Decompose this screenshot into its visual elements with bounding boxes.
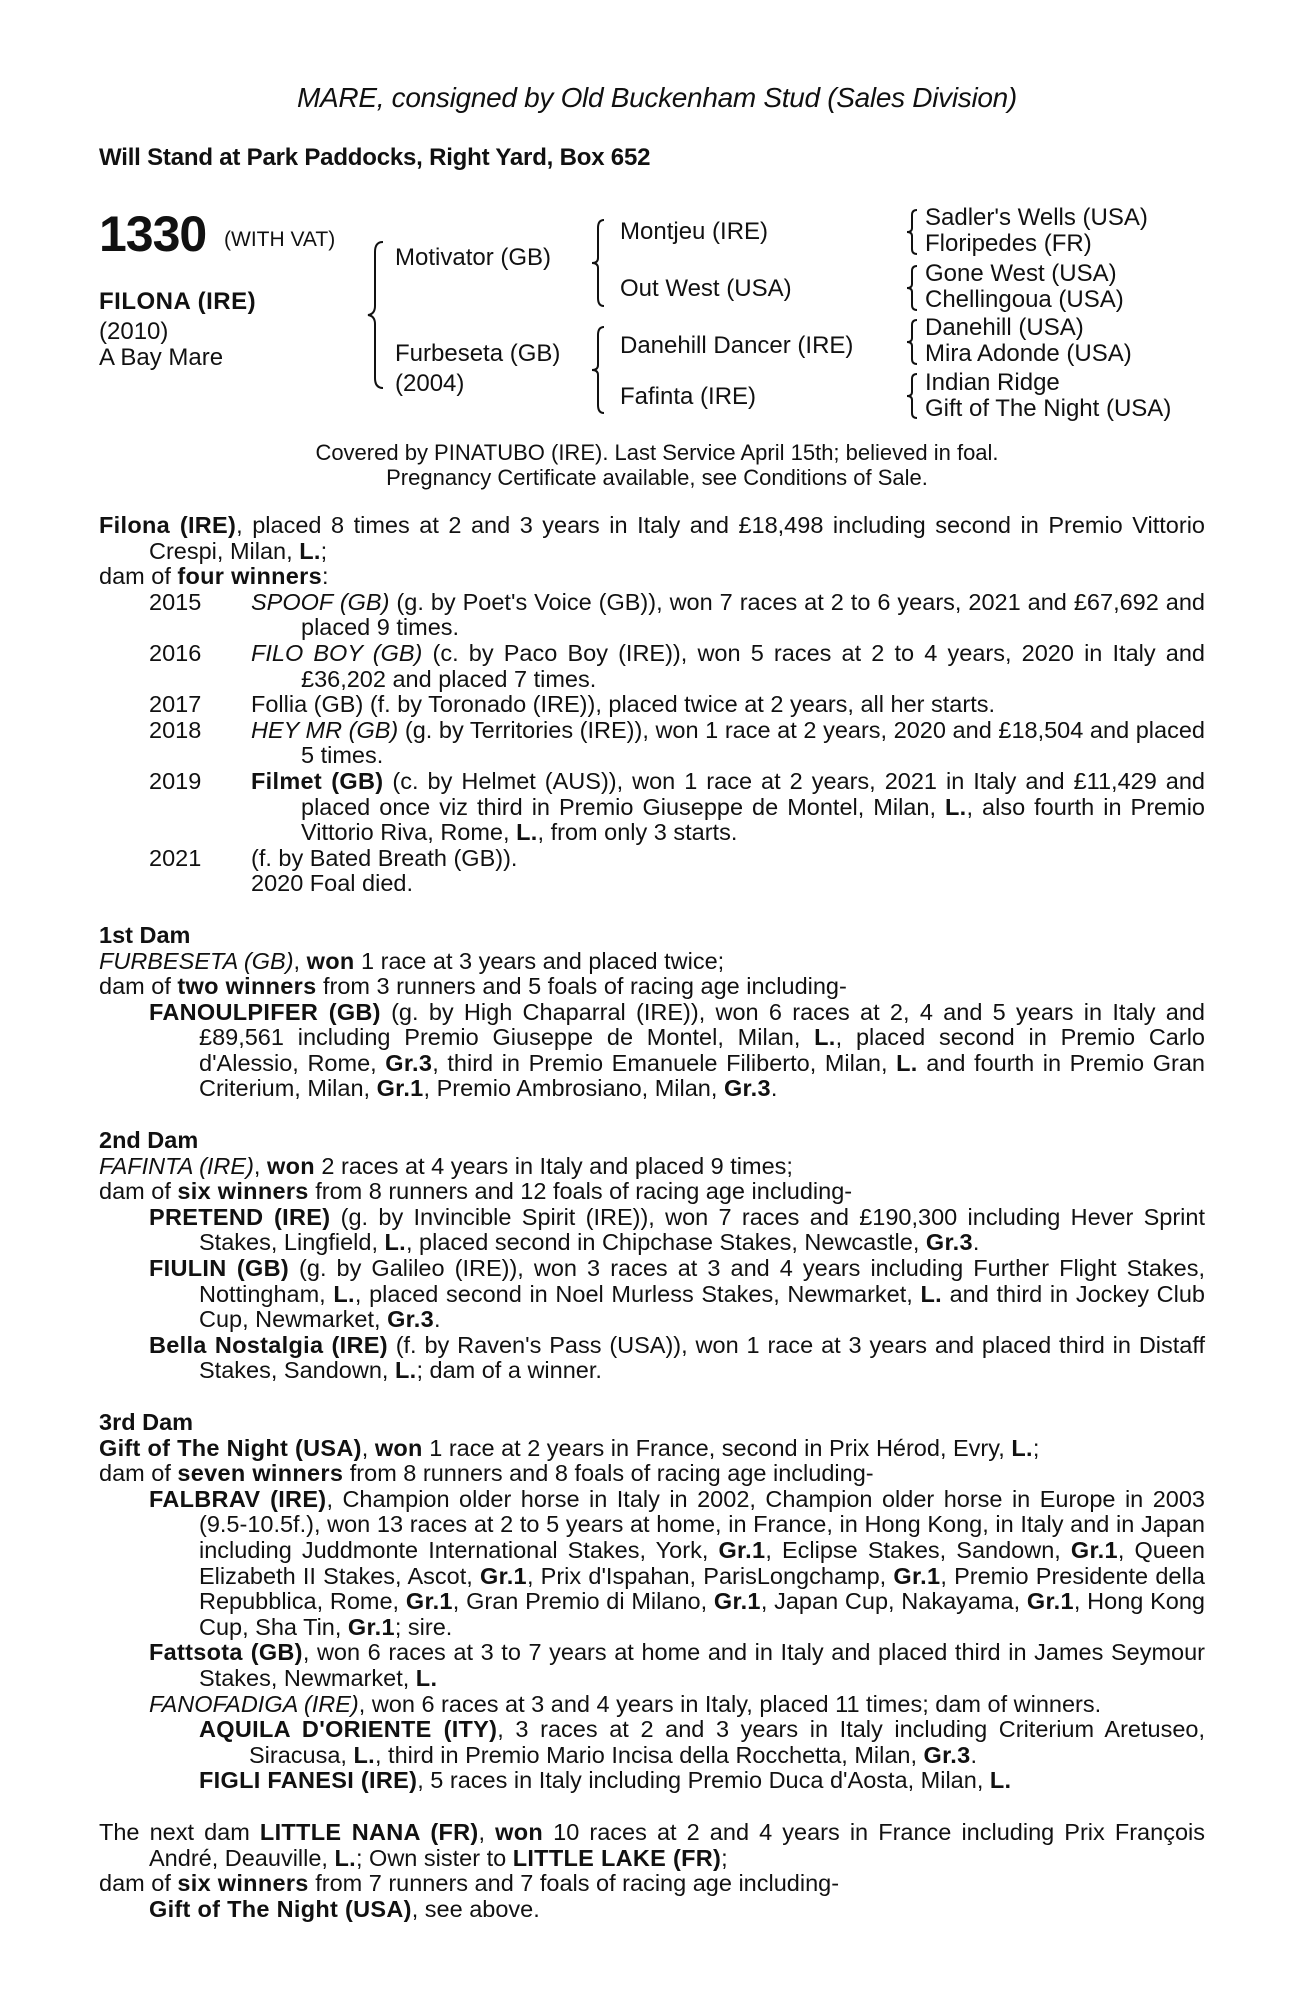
text-run: , placed 8 times at 2 and 3 years in Italy and £18,498 including second in Premio Vittorio Crespi, Milan, — [149, 512, 1205, 564]
text-run: Follia (GB) (f. by Toronado (IRE)), placed twice at 2 years, all her starts. — [251, 691, 996, 718]
bold-text: Filona (IRE) — [99, 512, 237, 538]
text-run: The next dam — [99, 1818, 260, 1845]
text-run: , Champion older horse in Italy in 2002, Champion older horse in Europe in 2003 (9.5-10.5f.), won 13 races at 2 to 5 years at home, in France, in Hong Kong, in Italy and in Japan including Juddmonte International Stakes, York, — [199, 1485, 1206, 1563]
italic-text: FAFINTA (IRE) — [99, 1152, 254, 1179]
pedigree-dam: Furbeseta (GB) — [395, 340, 561, 367]
text-run: (g. by Invincible Spirit (IRE)), won 7 races and £190,300 including Hever Sprint Stakes, Lingfield, — [199, 1203, 1205, 1256]
pedigree-g3-5: Danehill (USA) — [925, 314, 1084, 341]
dam2-dam-of — [99, 1179, 1205, 1205]
pedigree-g3-7: Indian Ridge — [925, 369, 1060, 396]
bold-text: Gift of The Night (USA) — [99, 1434, 362, 1461]
dam1-dam-of — [99, 974, 1205, 1000]
pedigree-sire-sire: Montjeu (IRE) — [620, 218, 769, 245]
dam3-intro — [99, 1436, 1205, 1462]
text-run: 10 races at 2 and 4 years in France including Prix François André, Deauville, — [149, 1818, 1205, 1871]
pedigree-g3-6: Mira Adonde (USA) — [925, 340, 1132, 367]
pedigree-g3-2: Floripedes (FR) — [925, 230, 1092, 257]
bold-text: LITTLE NANA (FR) — [259, 1818, 479, 1845]
text-run: , Premio Ambrosiano, Milan, — [423, 1075, 724, 1102]
text-run: 1 race at 2 years in France, second in Prix Hérod, Evry, — [422, 1434, 1012, 1461]
text-run: , also fourth in Premio Vittorio Riva, Rome, — [301, 793, 1205, 846]
bold-text: Gr.1 — [713, 1588, 761, 1615]
text-run: , — [253, 1152, 267, 1179]
bold-text: Gr.1 — [405, 1588, 453, 1615]
bold-text: L. — [384, 1229, 406, 1256]
text-run: , — [478, 1818, 496, 1845]
bold-text: L. — [814, 1024, 836, 1051]
text-run: , won 6 races at 3 to 7 years at home and in Italy and placed third in James Seymour Stakes, Newmarket, — [199, 1639, 1205, 1691]
text-run: , placed second in Premio Carlo d'Alessio, Rome, — [199, 1024, 1205, 1076]
text-run: , Eclipse Stakes, Sandown, — [765, 1536, 1071, 1563]
covering-info — [0, 440, 1314, 490]
italic-text: SPOOF (GB) — [251, 588, 390, 615]
bold-text: Gr.3 — [723, 1075, 771, 1102]
text-run: dam of — [99, 973, 178, 1000]
pedigree-dam-year: (2004) — [395, 370, 465, 397]
text-run: ; — [320, 537, 328, 564]
text-run: dam of — [99, 1178, 178, 1205]
pedigree-brace-dam — [590, 325, 606, 415]
bold-text: L. — [299, 537, 321, 564]
next-dam-offspring — [99, 1897, 1205, 1923]
pedigree-brace-sire — [590, 218, 606, 308]
pedigree-g3-1: Sadler's Wells (USA) — [925, 204, 1148, 231]
text-run: , — [293, 947, 307, 974]
progeny-row — [99, 718, 1205, 769]
text-run: (f. by Raven's Pass (USA)), won 1 race at 3 years and placed third in Distaff Stakes, Sandown, — [199, 1331, 1205, 1384]
vat-note: (WITH VAT) — [224, 228, 336, 251]
section-heading-3rd-dam: 3rd Dam — [99, 1409, 194, 1435]
pedigree-g3-8: Gift of The Night (USA) — [925, 395, 1172, 422]
text-run: 2 races at 4 years in Italy and placed 9 times; — [314, 1152, 793, 1179]
progeny-year: 2016 — [149, 639, 202, 666]
bold-text: FIULIN (GB) — [149, 1255, 289, 1282]
covering-line-1: Covered by PINATUBO (IRE). Last Service April 15th; believed in foal. — [315, 440, 999, 465]
progeny-list — [99, 590, 1205, 897]
bold-text: FALBRAV (IRE) — [149, 1485, 327, 1512]
dam3-offspring-falbrav — [99, 1487, 1205, 1641]
text-run: , third in Premio Mario Incisa della Rocchetta, Milan, — [374, 1741, 924, 1768]
dam2-offspring — [99, 1205, 1205, 1256]
bold-text: won — [495, 1818, 544, 1845]
bold-text: Gr.3 — [385, 1049, 433, 1076]
bold-text: L. — [394, 1357, 417, 1384]
text-run: . — [972, 1229, 980, 1256]
bold-text: AQUILA D'ORIENTE (ITY) — [199, 1716, 498, 1743]
text-run: ; sire. — [394, 1613, 453, 1640]
dam3-offspring-fattsota — [99, 1640, 1205, 1691]
dam2-offspring — [99, 1256, 1205, 1333]
bold-text: L. — [333, 1280, 355, 1307]
pedigree-brace-g3-2 — [905, 264, 919, 312]
text-run: (c. by Helmet (AUS)), won 1 race at 2 years, 2021 in Italy and £11,429 and placed once viz third in Premio Giuseppe de Montel, Milan, — [301, 767, 1206, 820]
progeny-year: 2019 — [149, 767, 202, 794]
progeny-year: 2017 — [149, 691, 202, 718]
bold-text: Fattsota (GB) — [149, 1639, 303, 1666]
section-heading-1st-dam: 1st Dam — [99, 921, 191, 948]
text-run: , third in Premio Emanuele Filiberto, Milan, — [432, 1049, 897, 1076]
bold-text: L. — [334, 1844, 356, 1871]
bold-text: won — [306, 947, 355, 974]
text-run: (g. by Poet's Voice (GB)), won 7 races at 2 to 6 years, 2021 and £67,692 and placed 9 times. — [301, 588, 1205, 641]
consignor-title: MARE, consigned by Old Buckenham Stud (Sales Division) — [297, 82, 1017, 113]
text-run: ; dam of a winner. — [416, 1357, 602, 1384]
bold-text: L. — [896, 1049, 918, 1076]
progeny-row — [99, 769, 1205, 846]
text-run: (g. by Territories (IRE)), won 1 race at 2 years, 2020 and £18,504 and placed 5 times. — [301, 716, 1205, 769]
progeny-row — [99, 846, 1205, 872]
bold-text: two winners — [177, 973, 317, 1000]
bold-text: L. — [516, 819, 538, 846]
bold-text: PRETEND (IRE) — [149, 1203, 331, 1230]
dam2-offspring — [99, 1333, 1205, 1384]
bold-text: LITTLE LAKE (FR) — [512, 1844, 722, 1871]
text-run: from 8 runners and 12 foals of racing age including- — [308, 1178, 853, 1205]
horse-year: (2010) — [99, 318, 169, 345]
pedigree-brace-main — [365, 240, 387, 390]
pedigree-brace-g3-4 — [905, 372, 919, 420]
text-run: , Prix d'Ispahan, ParisLongchamp, — [526, 1562, 894, 1589]
lot-number: 1330 — [99, 206, 207, 262]
stand-location: Will Stand at Park Paddocks, Right Yard, Box 652 — [99, 144, 651, 171]
progeny-text — [251, 769, 1205, 846]
text-run: , 3 races at 2 and 3 years in Italy including Criterium Aretuseo, Siracusa, — [249, 1716, 1205, 1768]
horse-name: FILONA (IRE) — [99, 288, 257, 315]
bold-text: Bella Nostalgia (IRE) — [149, 1331, 388, 1358]
bold-text: Gr.3 — [925, 1229, 973, 1256]
progeny-text — [251, 692, 1205, 718]
text-run: (f. by Bated Breath (GB)). — [251, 844, 518, 871]
bold-text: six winners — [177, 1870, 309, 1897]
italic-text: HEY MR (GB) — [251, 716, 399, 743]
bold-text: seven winners — [177, 1460, 344, 1487]
text-run: , — [361, 1434, 375, 1461]
text-run: ; — [1032, 1434, 1040, 1461]
text-run: , 5 races in Italy including Premio Duca d'Aosta, Milan, — [417, 1767, 990, 1794]
covering-line-2: Pregnancy Certificate available, see Conditions of Sale. — [386, 465, 928, 490]
text-run: , see above. — [411, 1895, 540, 1922]
bold-text: Gr.1 — [480, 1562, 527, 1589]
progeny-year: 2018 — [149, 716, 202, 743]
text-run: and fourth in Premio Gran Criterium, Milan, — [199, 1049, 1205, 1102]
bold-text: Gr.1 — [376, 1075, 424, 1102]
pedigree-sire: Motivator (GB) — [395, 244, 552, 271]
text-run: , won 6 races at 3 and 4 years in Italy, placed 11 times; dam of winners. — [358, 1690, 1102, 1717]
bold-text: FANOULPIFER (GB) — [149, 998, 381, 1025]
bold-text: L. — [989, 1767, 1012, 1794]
bold-text: FIGLI FANESI (IRE) — [199, 1767, 418, 1794]
filona-dam-of — [99, 564, 1205, 590]
text-run: 1 race at 3 years and placed twice; — [354, 947, 725, 974]
italic-text: FURBESETA (GB) — [99, 947, 294, 974]
progeny-text — [251, 871, 1205, 897]
bold-text: won — [266, 1152, 315, 1179]
text-run: dam of — [99, 1460, 178, 1487]
bold-text: Gr.1 — [1026, 1588, 1074, 1615]
progeny-row — [99, 871, 1205, 897]
section-heading-2nd-dam: 2nd Dam — [99, 1127, 199, 1154]
pedigree-dam-sire: Danehill Dancer (IRE) — [620, 332, 854, 359]
dam3-grand-offspring — [99, 1768, 1205, 1794]
text-run: (c. by Paco Boy (IRE)), won 5 races at 2 to 4 years, 2020 in Italy and £36,202 and placed 7 times. — [301, 639, 1205, 692]
bold-text: L. — [415, 1664, 438, 1691]
text-run: (g. by Galileo (IRE)), won 3 races at 3 and 4 years including Further Flight Stakes, Nottingham, — [199, 1255, 1205, 1307]
bold-text: L. — [1011, 1434, 1033, 1461]
dam2-intro — [99, 1154, 1205, 1180]
filona-intro — [99, 513, 1205, 564]
bold-text: L. — [353, 1741, 375, 1768]
bold-text: Gr.1 — [1070, 1536, 1118, 1563]
pedigree-dam-dam: Fafinta (IRE) — [620, 383, 757, 410]
text-run: , Gran Premio di Milano, — [452, 1588, 714, 1615]
text-run: (g. by High Chaparral (IRE)), won 6 races at 2, 4 and 5 years in Italy and £89,561 including Premio Giuseppe de Montel, Milan, — [199, 998, 1205, 1051]
italic-text: FILO BOY (GB) — [251, 639, 423, 666]
bold-text: Gr.1 — [893, 1562, 941, 1589]
pedigree-sire-dam: Out West (USA) — [620, 275, 792, 302]
horse-description: A Bay Mare — [99, 344, 224, 371]
text-run: ; Own sister to — [355, 1844, 513, 1871]
text-run: and third in Jockey Club Cup, Newmarket, — [199, 1280, 1205, 1333]
text-run: from 7 runners and 7 foals of racing age including- — [308, 1870, 840, 1897]
text-run: , Queen Elizabeth II Stakes, Ascot, — [199, 1536, 1205, 1589]
next-dam-dam-of — [99, 1871, 1205, 1897]
text-run: ; — [721, 1844, 728, 1871]
text-run: , Hong Kong Cup, Sha Tin, — [199, 1588, 1205, 1640]
text-run: : — [322, 563, 329, 590]
text-run: . — [434, 1306, 441, 1333]
text-run: , from only 3 starts. — [537, 819, 738, 846]
text-run: . — [970, 1741, 978, 1768]
pedigree-g3-3: Gone West (USA) — [925, 260, 1117, 287]
dam3-grand-offspring — [99, 1717, 1205, 1768]
progeny-row — [99, 692, 1205, 718]
bold-text: Gr.1 — [347, 1613, 395, 1640]
next-dam-intro — [99, 1820, 1205, 1871]
catalogue-body — [99, 513, 1205, 1922]
dam3-dam-of — [99, 1461, 1205, 1487]
pedigree-g3-4: Chellingoua (USA) — [925, 286, 1124, 313]
bold-text: four winners — [177, 563, 322, 590]
text-run: dam of — [99, 563, 178, 590]
bold-text: Gr.3 — [387, 1306, 434, 1333]
progeny-text — [251, 718, 1205, 769]
pedigree-brace-g3-1 — [905, 208, 919, 256]
progeny-text — [251, 846, 1205, 872]
progeny-text — [251, 641, 1205, 692]
bold-text: won — [374, 1434, 423, 1461]
bold-text: L. — [945, 793, 967, 820]
text-run: from 3 runners and 5 foals of racing age including- — [316, 973, 847, 1000]
bold-text: Filmet (GB) — [251, 767, 384, 794]
text-run: , placed second in Noel Murless Stakes, Newmarket, — [354, 1280, 921, 1307]
italic-text: FANOFADIGA (IRE) — [149, 1690, 359, 1717]
text-run: . — [770, 1075, 778, 1102]
progeny-text — [251, 590, 1205, 641]
text-run: dam of — [99, 1870, 178, 1897]
progeny-year: 2015 — [149, 588, 202, 615]
bold-text: Gr.3 — [923, 1741, 971, 1768]
text-run: from 8 runners and 8 foals of racing age including- — [343, 1460, 874, 1487]
pedigree-brace-g3-3 — [905, 318, 919, 366]
progeny-row — [99, 641, 1205, 692]
text-run: 2020 Foal died. — [251, 870, 414, 897]
bold-text: six winners — [177, 1178, 309, 1205]
dam1-intro — [99, 949, 1205, 975]
dam3-offspring-fanofadiga — [99, 1692, 1205, 1718]
text-run: , Japan Cup, Nakayama, — [760, 1588, 1027, 1615]
bold-text: Gift of The Night (USA) — [149, 1895, 412, 1922]
bold-text: Gr.1 — [718, 1536, 766, 1563]
text-run: , placed second in Chipchase Stakes, Newcastle, — [405, 1229, 926, 1256]
text-run: , Premio Presidente della Repubblica, Rome, — [199, 1562, 1205, 1615]
progeny-year: 2021 — [149, 844, 202, 871]
progeny-row — [99, 590, 1205, 641]
dam1-offspring — [99, 1000, 1205, 1102]
bold-text: L. — [920, 1280, 942, 1307]
